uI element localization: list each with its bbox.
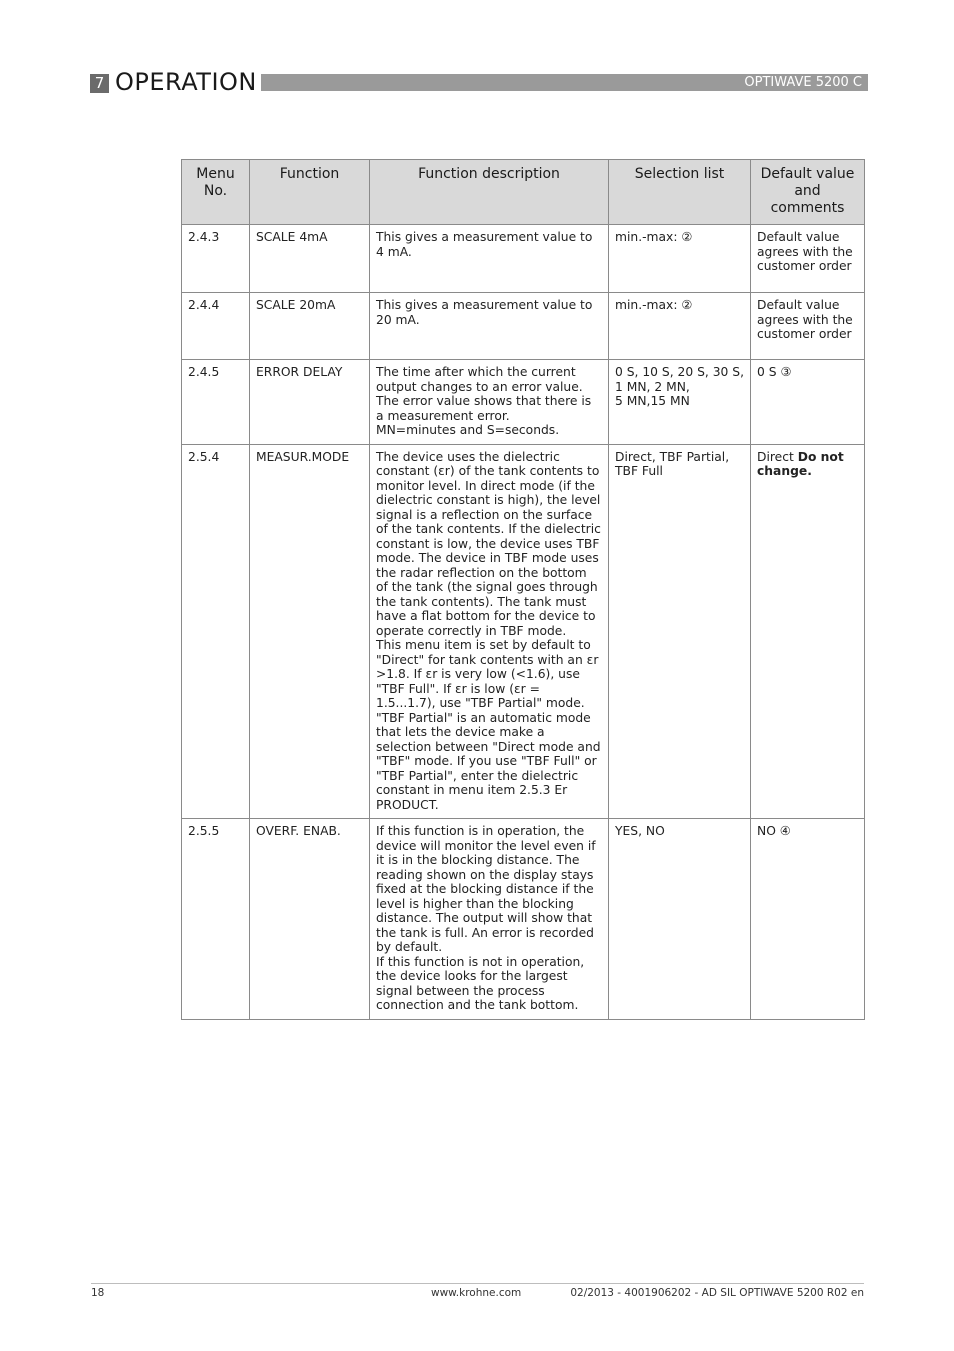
- table-row: [182, 444, 865, 819]
- table-row: [182, 293, 865, 360]
- product-name: OPTIWAVE 5200 C: [744, 75, 862, 90]
- description-cell: This gives a measurement value to 20 mA.: [370, 293, 609, 360]
- selection-cell: min.-max: ②: [609, 293, 751, 360]
- default-emphasis: Do not change.: [757, 449, 844, 478]
- header-bar: [261, 74, 868, 91]
- default-text: NO ④: [757, 824, 791, 838]
- function-cell: MEASUR.MODE: [250, 444, 370, 819]
- function-table: [181, 159, 865, 1020]
- menu-no-cell: 2.4.5: [182, 360, 250, 445]
- col-default: Default value and comments: [751, 160, 865, 225]
- page-header: [90, 70, 868, 94]
- table-row: [182, 819, 865, 1020]
- col-description: Function description: [370, 160, 609, 225]
- function-cell: SCALE 20mA: [250, 293, 370, 360]
- description-cell: This gives a measurement value to 4 mA.: [370, 225, 609, 293]
- selection-cell: Direct, TBF Partial, TBF Full: [609, 444, 751, 819]
- default-text: 0 S ③: [757, 365, 792, 379]
- function-cell: ERROR DELAY: [250, 360, 370, 445]
- col-function: Function: [250, 160, 370, 225]
- footer-divider: [91, 1283, 864, 1284]
- selection-cell: min.-max: ②: [609, 225, 751, 293]
- table-header-row: [182, 160, 865, 225]
- default-text: Default value agrees with the customer order: [757, 230, 853, 273]
- menu-no-cell: 2.5.4: [182, 444, 250, 819]
- page-number: 18: [91, 1287, 105, 1299]
- footer-website: www.krohne.com: [431, 1287, 522, 1299]
- selection-cell: YES, NO: [609, 819, 751, 1020]
- function-cell: SCALE 4mA: [250, 225, 370, 293]
- selection-cell: 0 S, 10 S, 20 S, 30 S, 1 MN, 2 MN, 5 MN,15 MN: [609, 360, 751, 445]
- default-cell: [751, 225, 865, 293]
- table-row: [182, 360, 865, 445]
- default-cell: [751, 293, 865, 360]
- footer-doc-ref: 02/2013 - 4001906202 - AD SIL OPTIWAVE 5200 R02 en: [570, 1287, 864, 1299]
- default-text: Direct: [757, 449, 798, 464]
- description-cell: The device uses the dielectric constant (εr) of the tank contents to monitor level. In direct mode (if the dielectric constant is high), the level signal is a reflection on the surface of the tank contents. If the dielectric constant is low, the device uses TBF mode. The device in TBF mode uses the radar reflection on the bottom of the tank (the signal goes through the tank contents). The tank must have a flat bottom for the device to operate correctly in TBF mode. This menu item is set by default to "Direct" for tank contents with an εr >1.8. If εr is very low (<1.6), use "TBF Full". If εr is low (εr = 1.5...1.7), use "TBF Partial" mode. "TBF Partial" is an automatic mode that lets the device make a selection between "Direct mode and "TBF" mode. If you use "TBF Full" or "TBF Partial", enter the dielectric constant in menu item 2.5.3 Er PRODUCT.: [370, 444, 609, 819]
- default-cell: [751, 819, 865, 1020]
- chapter-title: OPERATION: [115, 68, 257, 96]
- default-cell: [751, 360, 865, 445]
- table-row: [182, 225, 865, 293]
- function-cell: OVERF. ENAB.: [250, 819, 370, 1020]
- menu-no-cell: 2.4.3: [182, 225, 250, 293]
- menu-no-cell: 2.5.5: [182, 819, 250, 1020]
- default-cell: [751, 444, 865, 819]
- col-menu-no: Menu No.: [182, 160, 250, 225]
- description-cell: If this function is in operation, the device will monitor the level even if it is in the blocking distance. The reading shown on the display stays fixed at the blocking distance if the level is higher than the blocking distance. The output will show that the tank is full. An error is recorded by default. If this function is not in operation, the device looks for the largest signal between the process connection and the tank bottom.: [370, 819, 609, 1020]
- chapter-number: 7: [90, 74, 109, 93]
- description-cell: The time after which the current output changes to an error value. The error value shows that there is a measurement error. MN=minutes and S=seconds.: [370, 360, 609, 445]
- col-selection: Selection list: [609, 160, 751, 225]
- menu-no-cell: 2.4.4: [182, 293, 250, 360]
- default-text: Default value agrees with the customer order: [757, 298, 853, 341]
